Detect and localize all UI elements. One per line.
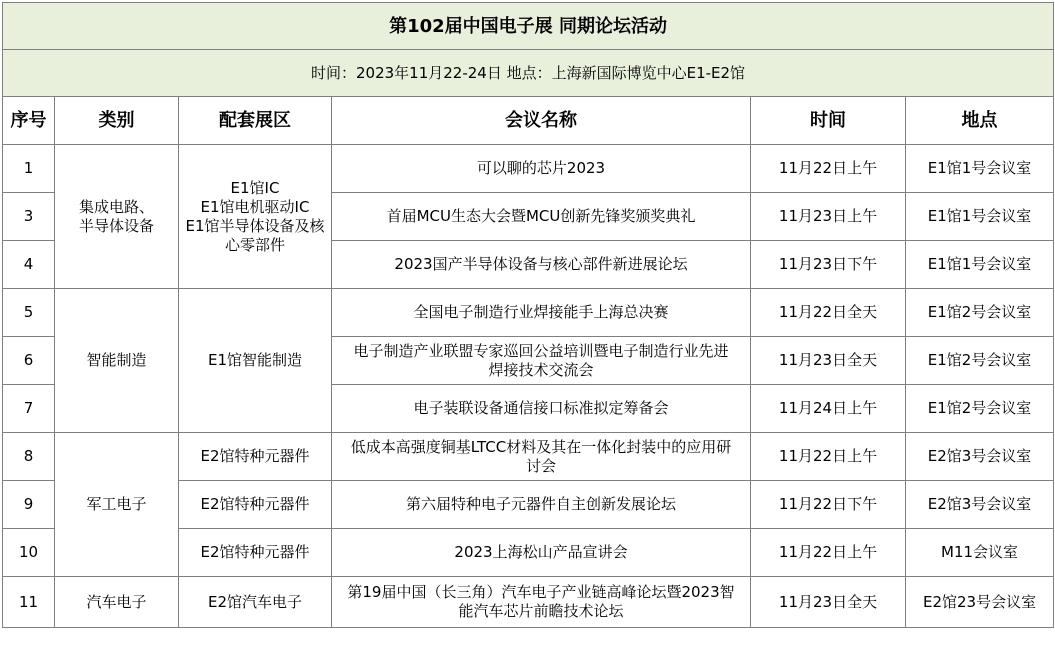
cell-place: E1馆1号会议室 [906, 241, 1054, 289]
table-row [3, 577, 1054, 628]
cell-place: E2馆3号会议室 [906, 433, 1054, 481]
cell-place: E1馆2号会议室 [906, 385, 1054, 433]
cell-place: E1馆1号会议室 [906, 145, 1054, 193]
header-seq: 序号 [3, 97, 55, 145]
cell-place: E1馆2号会议室 [906, 337, 1054, 385]
cell-category: 军工电子 [55, 433, 179, 577]
cell-time: 11月22日上午 [751, 529, 906, 577]
sheet-title: 第102届中国电子展 同期论坛活动 [3, 3, 1054, 50]
cell-seq: 5 [3, 289, 55, 337]
header-zone: 配套展区 [179, 97, 332, 145]
table-row [3, 289, 1054, 337]
cell-seq: 10 [3, 529, 55, 577]
title-row [3, 3, 1054, 50]
cell-name: 电子装联设备通信接口标准拟定筹备会 [332, 385, 751, 433]
cell-seq: 4 [3, 241, 55, 289]
cell-name: 电子制造产业联盟专家巡回公益培训暨电子制造行业先进 焊接技术交流会 [332, 337, 751, 385]
cell-time: 11月23日下午 [751, 241, 906, 289]
cell-zone: E2馆特种元器件 [179, 481, 332, 529]
cell-seq: 11 [3, 577, 55, 628]
cell-place: M11会议室 [906, 529, 1054, 577]
cell-zone: E1馆IC E1馆电机驱动IC E1馆半导体设备及核 心零部件 [179, 145, 332, 289]
cell-name: 低成本高强度铜基LTCC材料及其在一体化封装中的应用研 讨会 [332, 433, 751, 481]
cell-place: E1馆1号会议室 [906, 193, 1054, 241]
cell-time: 11月24日上午 [751, 385, 906, 433]
cell-name: 可以聊的芯片2023 [332, 145, 751, 193]
cell-name: 全国电子制造行业焊接能手上海总决赛 [332, 289, 751, 337]
cell-name: 第六届特种电子元器件自主创新发展论坛 [332, 481, 751, 529]
cell-zone: E1馆智能制造 [179, 289, 332, 433]
cell-place: E2馆3号会议室 [906, 481, 1054, 529]
cell-time: 11月23日全天 [751, 577, 906, 628]
cell-category: 智能制造 [55, 289, 179, 433]
cell-place: E2馆23号会议室 [906, 577, 1054, 628]
header-row [3, 97, 1054, 145]
cell-time: 11月23日上午 [751, 193, 906, 241]
cell-time: 11月23日全天 [751, 337, 906, 385]
header-name: 会议名称 [332, 97, 751, 145]
table-row [3, 433, 1054, 481]
cell-category: 汽车电子 [55, 577, 179, 628]
cell-name: 首届MCU生态大会暨MCU创新先锋奖颁奖典礼 [332, 193, 751, 241]
cell-seq: 1 [3, 145, 55, 193]
cell-zone: E2馆汽车电子 [179, 577, 332, 628]
header-time: 时间 [751, 97, 906, 145]
cell-seq: 8 [3, 433, 55, 481]
cell-seq: 6 [3, 337, 55, 385]
cell-name: 第19届中国（长三角）汽车电子产业链高峰论坛暨2023智 能汽车芯片前瞻技术论坛 [332, 577, 751, 628]
cell-zone: E2馆特种元器件 [179, 529, 332, 577]
cell-seq: 7 [3, 385, 55, 433]
cell-name: 2023上海松山产品宣讲会 [332, 529, 751, 577]
cell-name: 2023国产半导体设备与核心部件新进展论坛 [332, 241, 751, 289]
cell-time: 11月22日下午 [751, 481, 906, 529]
cell-category: 集成电路、 半导体设备 [55, 145, 179, 289]
cell-place: E1馆2号会议室 [906, 289, 1054, 337]
subtitle-row [3, 50, 1054, 97]
cell-time: 11月22日上午 [751, 433, 906, 481]
header-category: 类别 [55, 97, 179, 145]
forum-schedule-table [2, 2, 1054, 628]
sheet-subtitle: 时间：2023年11月22-24日 地点：上海新国际博览中心E1-E2馆 [3, 50, 1054, 97]
table-row [3, 145, 1054, 193]
cell-time: 11月22日全天 [751, 289, 906, 337]
cell-seq: 9 [3, 481, 55, 529]
cell-zone: E2馆特种元器件 [179, 433, 332, 481]
header-place: 地点 [906, 97, 1054, 145]
cell-time: 11月22日上午 [751, 145, 906, 193]
cell-seq: 3 [3, 193, 55, 241]
